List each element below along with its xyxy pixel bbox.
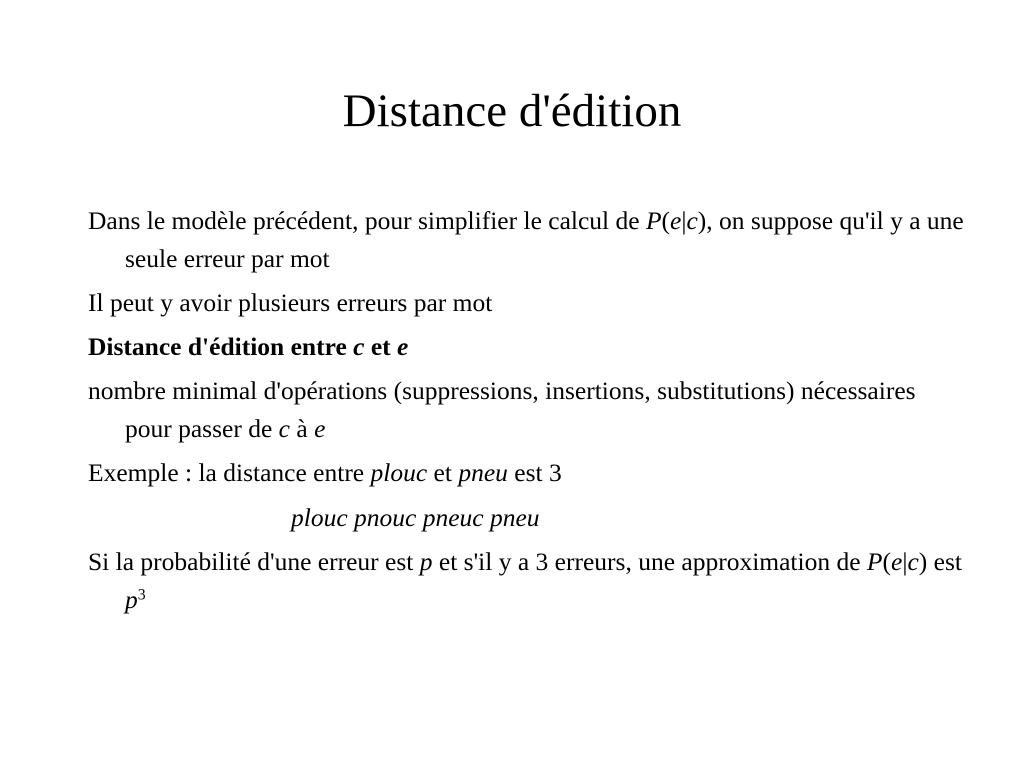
math-c: c — [907, 547, 919, 576]
paren-close: ) — [697, 206, 707, 235]
math-c: c — [278, 414, 290, 443]
text-run: , on suppose qu'il y a une seule erreur par mot — [125, 206, 964, 273]
paragraph-probability — [88, 543, 968, 619]
text-run: et s'il y a 3 erreurs, une approximation de — [432, 547, 867, 576]
math-c: c — [353, 332, 365, 361]
word-pneu: pneu — [458, 458, 508, 487]
paragraph-definition — [88, 372, 968, 448]
text-run: Exemple : la distance entre — [88, 458, 371, 487]
math-bar: | — [902, 547, 908, 576]
math-e: e — [670, 206, 682, 235]
math-bar: | — [681, 206, 687, 235]
text-run: et — [427, 458, 459, 487]
math-e: e — [397, 332, 409, 361]
math-p: p — [419, 547, 433, 576]
text-run: Dans le modèle précédent, pour simplifier le calcul de — [88, 206, 646, 235]
math-P: P — [645, 206, 662, 235]
math-P: P — [866, 547, 883, 576]
math-c: c — [686, 206, 698, 235]
paragraph-model-assumption — [88, 202, 968, 278]
text-run: est — [927, 547, 962, 576]
transformation-sequence: plouc pnouc pneuc pneu — [291, 503, 540, 532]
word-plouc: plouc — [370, 458, 428, 487]
slide-body — [88, 202, 968, 625]
text-run: Distance d'édition entre — [88, 332, 354, 361]
paragraph-definition-heading — [88, 328, 968, 366]
text-run: à — [290, 414, 315, 443]
paragraph-example — [88, 454, 968, 492]
example-transformation — [88, 499, 968, 537]
text-run: nombre minimal d'opérations (suppressions, insertions, substitutions) nécessaires pour passer de — [88, 376, 916, 443]
text-run: et — [364, 332, 398, 361]
paren-open: ( — [661, 206, 671, 235]
math-e: e — [891, 547, 903, 576]
math-e: e — [314, 414, 326, 443]
text-run: est 3 — [507, 458, 562, 487]
slide-title: Distance d'édition — [342, 85, 682, 137]
paragraph-multiple-errors: Il peut y avoir plusieurs erreurs par mot — [88, 288, 493, 317]
text-run: Si la probabilité d'une erreur est — [88, 547, 420, 576]
paren-open: ( — [882, 547, 891, 576]
math-exponent: 3 — [137, 586, 146, 604]
paren-close: ) — [918, 547, 928, 576]
math-p: p — [125, 585, 138, 614]
